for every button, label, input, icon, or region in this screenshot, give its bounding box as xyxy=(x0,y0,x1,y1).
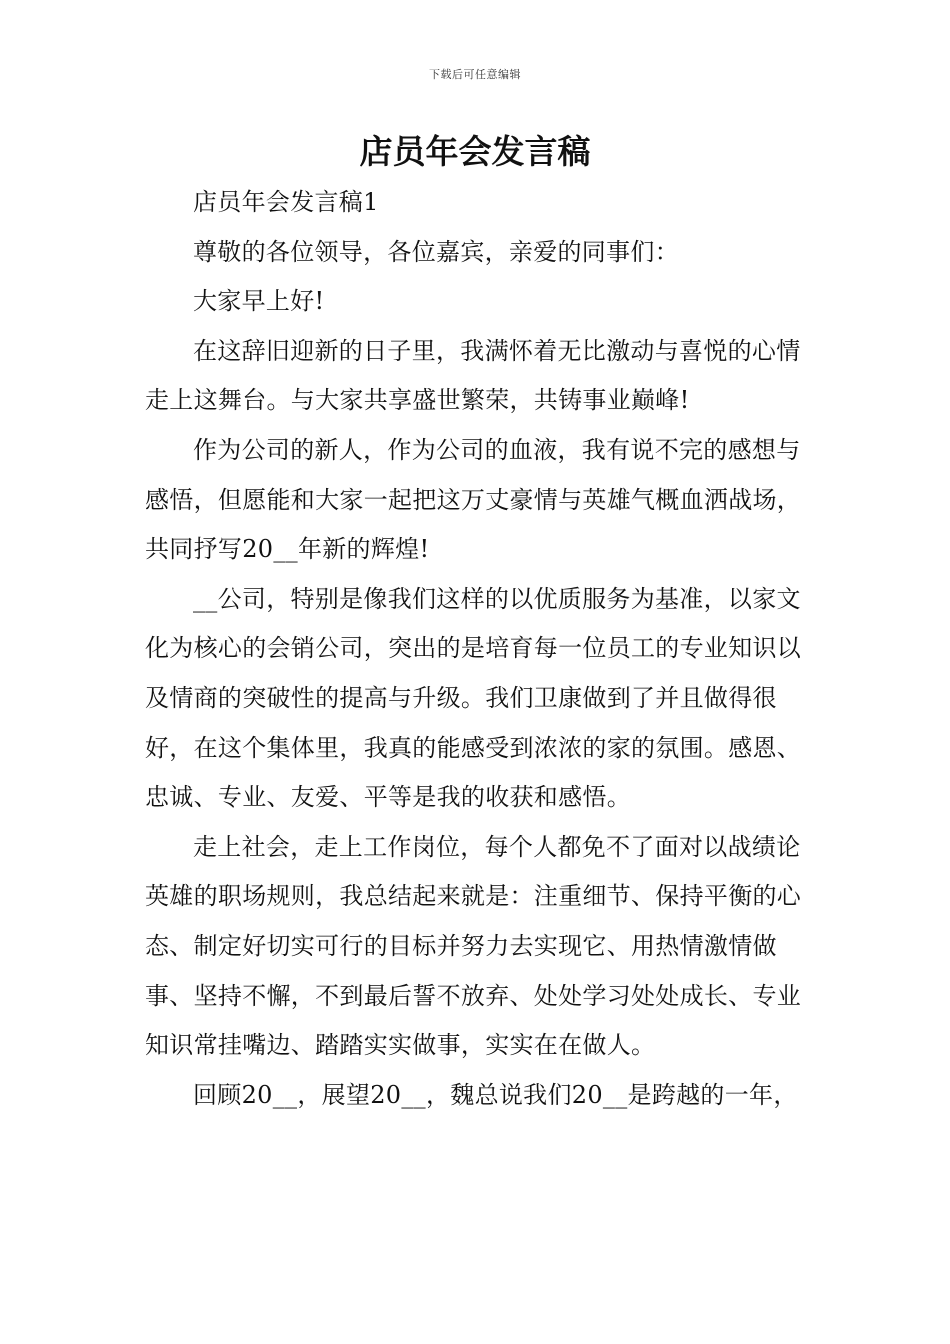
subtitle-paragraph: 店员年会发言稿1 xyxy=(193,188,379,216)
body-paragraph: 作为公司的新人，作为公司的血液，我有说不完的感想与感悟，但愿能和大家一起把这万丈豪情与英雄气概血洒战场，共同抒写20__年新的辉煌! xyxy=(145,435,802,564)
greeting-paragraph: 大家早上好! xyxy=(193,287,325,316)
document-title: 店员年会发言稿 xyxy=(359,132,591,171)
body-paragraph: 回顾20__，展望20__，魏总说我们20__是跨越的一年， xyxy=(193,1080,798,1109)
body-paragraph: 走上社会，走上工作岗位，每个人都免不了面对以战绩论英雄的职场规则，我总结起来就是：注重细节、保持平衡的心态、制定好切实可行的目标并努力去实现它、用热情激情做事、坚持不懈，不到最后誓不放弃、处处学习处处成长、专业知识常挂嘴边、踏踏实实做事，实实在在做人。 xyxy=(145,832,802,1060)
header-note: 下载后可任意编辑 xyxy=(429,68,521,81)
body-paragraph: 在这辞旧迎新的日子里，我满怀着无比激动与喜悦的心情走上这舞台。与大家共享盛世繁荣，共铸事业巅峰! xyxy=(145,336,801,415)
salutation-paragraph: 尊敬的各位领导，各位嘉宾，亲爱的同事们： xyxy=(193,237,679,266)
document-body xyxy=(145,178,810,1120)
body-paragraph: __公司，特别是像我们这样的以优质服务为基准，以家文化为核心的会销公司，突出的是培育每一位员工的专业知识以及情商的突破性的提高与升级。我们卫康做到了并且做得很好，在这个集体里，我真的能感受到浓浓的家的氛围。感恩、忠诚、专业、友爱、平等是我的收获和感悟。 xyxy=(145,584,802,812)
